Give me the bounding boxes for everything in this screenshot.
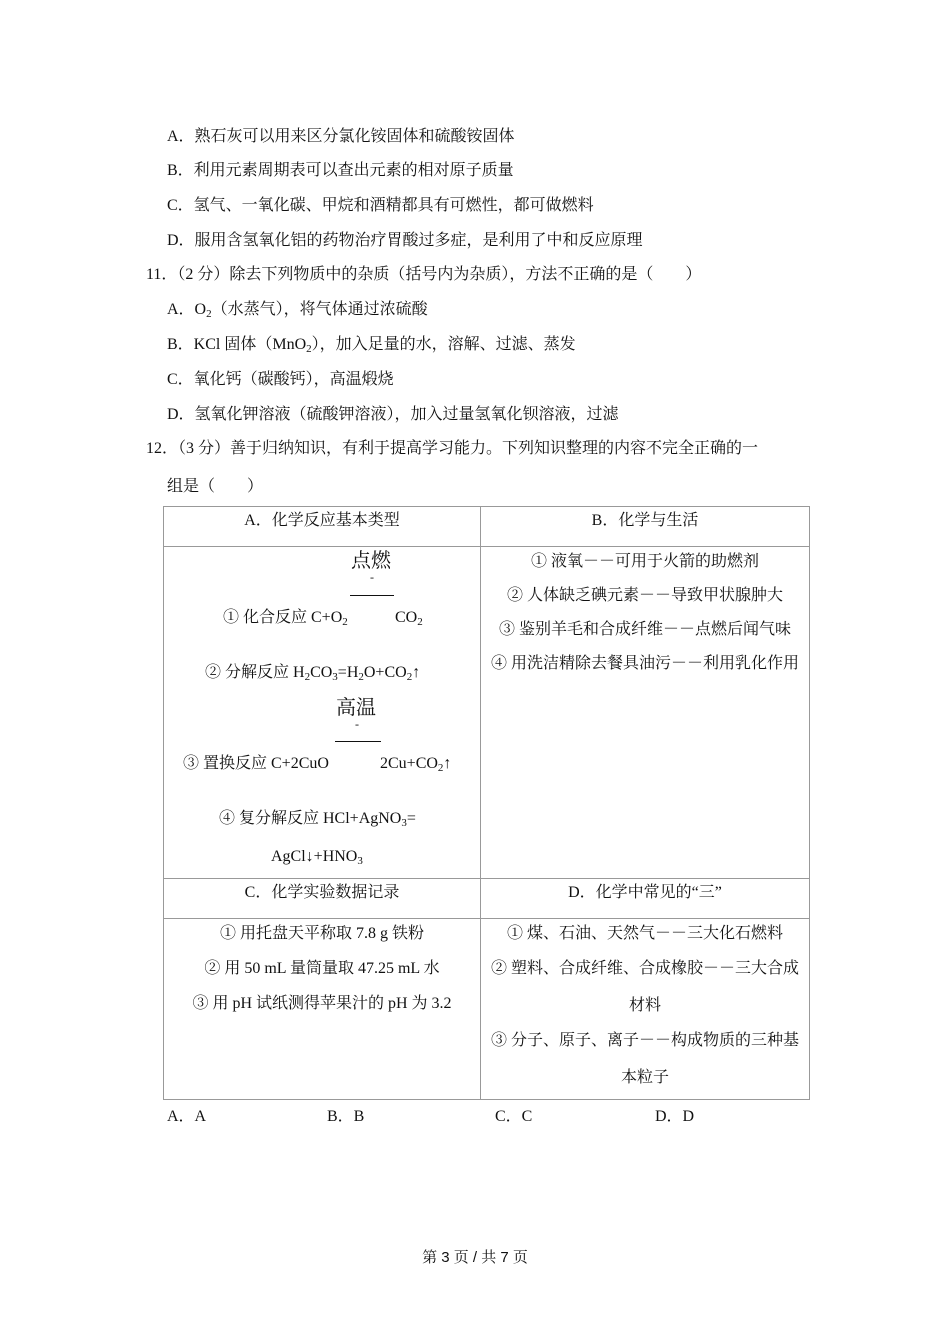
knowledge-table (163, 506, 810, 1100)
q11-option-a: A．$O_2$（水蒸气），将气体通过浓硫酸 (167, 301, 428, 320)
list-item: ④ 用洗洁精除去餐具油污－－利用乳化作用 (490, 655, 799, 672)
reaction-3: ③ 置换反应 C+2CuO (183, 755, 329, 772)
reaction-2: ② 分解反应 $H_2CO_3=H_2O+CO_2↑$ (205, 664, 421, 683)
list-item: ② 塑料、合成纤维、合成橡胶－－三大合成 (490, 960, 799, 977)
reaction-1: ① 化合反应 $C+O_2$ (223, 609, 348, 628)
table-cell-c (164, 919, 481, 1100)
table-head-c: C．化学实验数据记录 (164, 879, 481, 919)
table-head-d: D．化学中常见的“三” (481, 879, 810, 919)
list-item: ③ 用 pH 试纸测得苹果汁的 pH 为 3.2 (192, 995, 452, 1012)
page-footer: 第 3 页 / 共 7 页 (422, 1249, 528, 1266)
q12-stem-line2: 组是（ ） (167, 478, 264, 495)
table-head-a: A．化学反应基本类型 (164, 507, 481, 547)
table-cell-d (481, 919, 810, 1100)
table-cell-b (481, 547, 810, 879)
list-item: 材料 (628, 997, 661, 1014)
reaction-1-product: $CO_2$ (395, 609, 423, 628)
list-item: ① 煤、石油、天然气－－三大化石燃料 (506, 925, 783, 942)
reaction-4-line2: $AgCl↓+HNO_3$ (271, 848, 363, 867)
q10-option-d: D．服用含氢氧化铝的药物治疗胃酸过多症，是利用了中和反应原理 (167, 232, 643, 249)
q11-option-c: C．氧化钙（碳酸钙），高温煅烧 (167, 371, 394, 388)
list-item: ③ 分子、原子、离子－－构成物质的三种基 (490, 1032, 799, 1049)
list-item: 本粒子 (620, 1069, 669, 1086)
list-item: ① 用托盘天平称取 7.8 g 铁粉 (219, 925, 424, 942)
q10-option-b: B．利用元素周期表可以查出元素的相对原子质量 (167, 162, 514, 179)
choice-b[interactable]: B．B (327, 1108, 365, 1125)
condition-dash: - (370, 570, 374, 584)
choice-a[interactable]: A．A (167, 1108, 207, 1125)
q11-option-b: B．KCl 固体（MnO$_2$），加入足量的水，溶解、过滤、蒸发 (167, 336, 576, 355)
choice-d[interactable]: D．D (655, 1108, 695, 1125)
list-item: ② 用 50 mL 量筒量取 47.25 mL 水 (204, 960, 440, 977)
list-item: ③ 鉴别羊毛和合成纤维－－点燃后闻气味 (498, 621, 791, 638)
list-item: ① 液氧－－可用于火箭的助燃剂 (530, 553, 759, 570)
q10-option-a: A．熟石灰可以用来区分氯化铵固体和硫酸铵固体 (167, 128, 515, 145)
table-cell-a (164, 547, 481, 879)
equation-bar (350, 595, 394, 596)
q10-option-c: C．氢气、一氧化碳、甲烷和酒精都具有可燃性，都可做燃料 (167, 197, 594, 214)
q11-stem: 11．（2 分）除去下列物质中的杂质（括号内为杂质），方法不正确的是（ ） (146, 266, 702, 283)
reaction-4-line1: ④ 复分解反应 HCl+AgNO$_3$= (219, 810, 416, 829)
list-item: ② 人体缺乏碘元素－－导致甲状腺肿大 (506, 587, 783, 604)
reaction-condition-heat: 高温 (336, 697, 376, 719)
reaction-3-product: $2Cu+CO_2↑$ (380, 755, 452, 774)
table-head-b: B．化学与生活 (481, 507, 810, 547)
choice-c[interactable]: C．C (495, 1108, 533, 1125)
reaction-condition-ignite: 点燃 (351, 550, 391, 572)
q12-stem-line1: 12．（3 分）善于归纳知识，有利于提高学习能力。下列知识整理的内容不完全正确的一 (146, 440, 759, 457)
condition-dash: - (355, 717, 359, 731)
equation-bar (335, 741, 381, 742)
q11-option-d: D．氢氧化钾溶液（硫酸钾溶液），加入过量氢氧化钡溶液，过滤 (167, 406, 619, 423)
